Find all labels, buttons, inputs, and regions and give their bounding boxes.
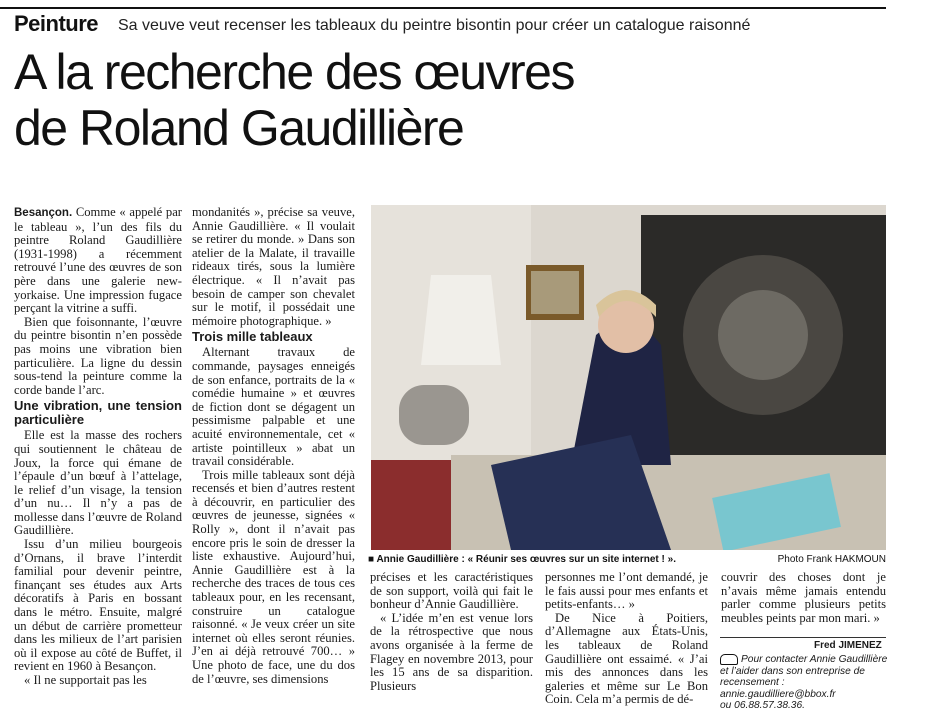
headline: [14, 44, 574, 156]
article-photo: [371, 205, 886, 550]
paragraph: couvrir des choses dont je n’avais même jamais entendu parler comme plusieurs petits meubles peints par mon mari. »: [721, 570, 886, 625]
paragraph: « Il ne supportait pas les: [24, 673, 147, 687]
paragraph: Alternant travaux de commande, paysages enneigés de son enfance, portraits de la « comédie humaine » et œuvres de fiction dont se dégagent un pessimisme palpable et une acuité environnementale, cet « artiste pointilleux » abat un travail considérable.: [192, 345, 355, 469]
separator: [720, 637, 886, 638]
paragraph: « L’idée m’en est venue lors de la rétrospective que nous avons organisée à la ferme de Flagey en novembre 2013, pour les 15 ans de sa disparition. Plusieurs: [370, 610, 533, 693]
phone-icon: [720, 654, 738, 665]
paragraph: De Nice à Poitiers, d’Allemagne aux États-Unis, les tableaux de Roland Gaudillière ont essaimé. « J’ai mis des annonces dans les galeries et même sur Le Bon Coin. Cela m’a permis de dé-: [545, 610, 708, 707]
photo-credit: Photo Frank HAKMOUN: [777, 554, 886, 565]
photo-illustration: [371, 205, 886, 550]
paragraph: Trois mille tableaux sont déjà recensés et bien d’autres restent à découvrir, en particulier des œuvres de jeunesse, signées « Rolly », dont il n’avait pas encore pris le soin de dresser la liste exhaustive. Aujourd’hui, Annie Gaudillière est à la recherche des traces de tous ces tableaux pour, en les recensant, construire un catalogue raisonné. « Je veux créer un site internet où elles seront réunies. J’en ai déjà retrouvé 700… » Une photo de face, une du dos de l’œuvre, ses dimensions: [192, 467, 355, 686]
paragraph: Elle est la masse des rochers qui soutiennent le château de Joux, la force qui émane de l’épaule d’un bœuf à l’attelage, le relief d’un visage, la tension d’un nu… Il n’y a pas de mollesse dans l’œuvre de Roland Gaudillière.: [14, 428, 182, 538]
headline-line-1: A la recherche des œuvres: [14, 44, 574, 100]
top-rule: [0, 7, 886, 9]
paragraph: précises et les caractéristiques de son support, voilà qui fait le bonheur d’Annie Gaudillière.: [370, 570, 533, 612]
article-kicker: Sa veuve veut recenser les tableaux du peintre bisontin pour créer un catalogue raisonné: [118, 17, 751, 34]
contact-phone: ou 06.88.57.38.36.: [720, 700, 805, 712]
paragraph: personnes me l’ont demandé, je le fais aussi pour mes enfants et petits-enfants… »: [545, 570, 708, 612]
dateline: Besançon.: [14, 207, 73, 219]
column-4: [545, 571, 708, 707]
paragraph: mondanités », précise sa veuve, Annie Gaudillière. « Il voulait se retirer du monde. » Dans son atelier de la Malate, il travaille rideaux tirés, sous la lumière électrique. « Il n’avait pas besoin de camper son chevalet sur le motif, il possédait une mémoire photographique. »: [192, 205, 355, 328]
column-5: [721, 571, 886, 625]
author-signature: Fred JIMENEZ: [814, 640, 882, 651]
paragraph-text: Comme « appelé par le tableau », l’un des fils du peintre Roland Gaudillière (1931-1998) a récemment retrouvé l’une des œuvres de son père dans une galerie new-yorkaise. Une impression fugace perçant la vitrine a suffi.: [14, 205, 182, 316]
subheading: Une vibration, une tension particulière: [14, 398, 182, 428]
paragraph: Bien que foisonnante, l’œuvre du peintre bisontin n’en possède pas moins une vibration bien particulière. La ligne du dessin sous-tend la peinture comme la corde bande l’arc.: [14, 314, 182, 397]
column-3: [370, 571, 533, 693]
subheading: Trois mille tableaux: [192, 329, 313, 345]
column-2: [192, 206, 355, 686]
contact-box: [720, 654, 890, 712]
contact-email: annie.gaudilliere@bbox.fr: [720, 688, 836, 700]
photo-caption: ■ Annie Gaudillière : « Réunir ses œuvres sur un site internet ! ».: [368, 554, 676, 565]
section-rubric: Peinture: [14, 11, 99, 36]
headline-line-2: de Roland Gaudillière: [14, 100, 464, 156]
paragraph: Issu d’un milieu bourgeois d’Ornans, il brave l’interdit familial pour devenir peintre, finançant ses études aux Arts décoratifs à Paris en bossant dans le métro. Ensuite, malgré un début de carrière prometteur dans les milieux de l’art parisien où il expose au côté de Buffet, il revient en 1960 à Besançon.: [14, 537, 182, 674]
paragraph: [14, 206, 182, 316]
contact-text: Pour contacter Annie Gaudillière et l’aider dans son entreprise de recensement :: [720, 654, 888, 689]
column-1: [14, 206, 182, 688]
